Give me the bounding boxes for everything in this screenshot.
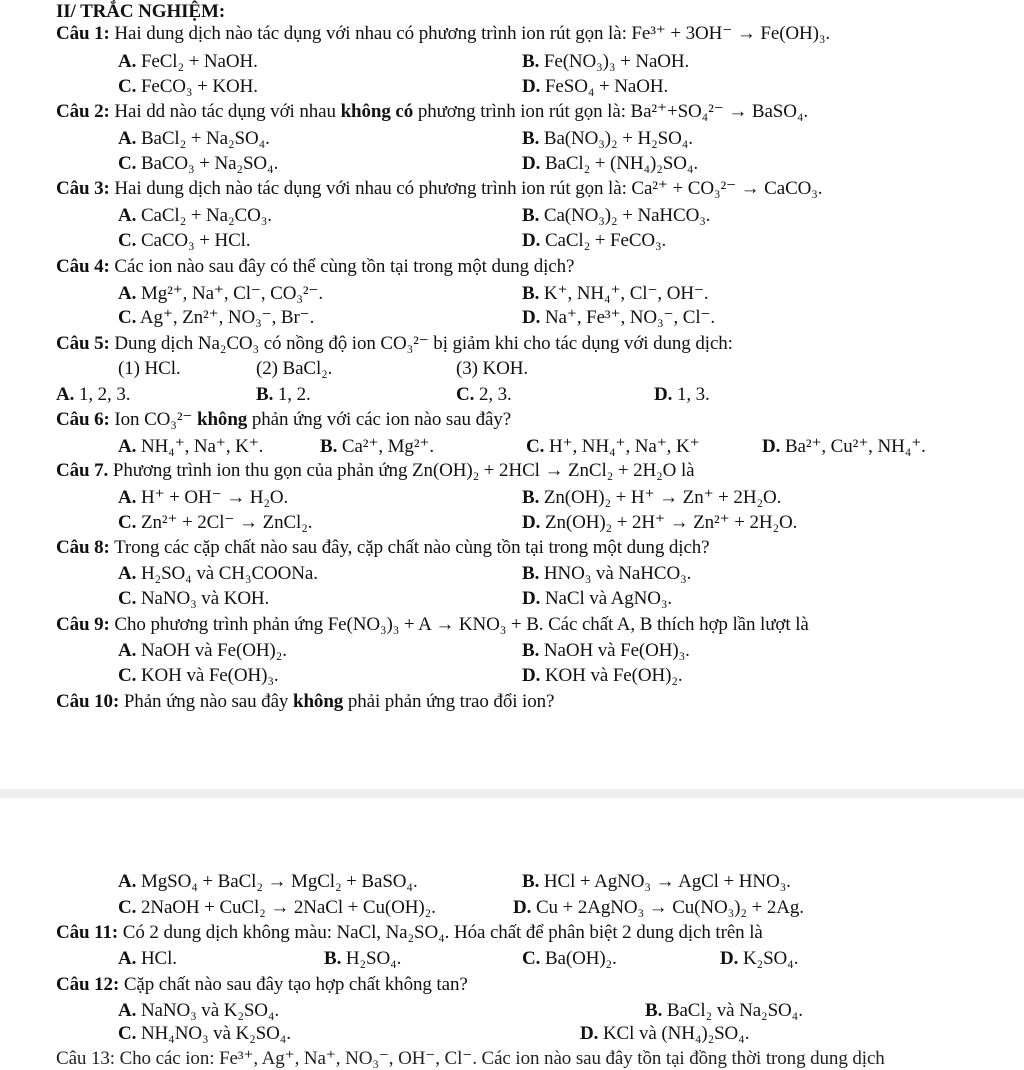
option-c: C. 2NaOH + CuCl₂ → 2NaCl + Cu(OH)₂. bbox=[118, 897, 436, 918]
cutoff-line bbox=[0, 1046, 1024, 1069]
question-number: Câu 10: bbox=[56, 691, 120, 712]
option-d: D. BaCl₂ + (NH₄)₂SO₄. bbox=[522, 153, 699, 174]
option-d: D. NaCl và AgNO₃. bbox=[522, 588, 673, 609]
option-a: A. NH₄⁺, Na⁺, K⁺. bbox=[118, 436, 264, 457]
option-a: A. CaCl₂ + Na₂CO₃. bbox=[118, 205, 272, 226]
question-9: Câu 9: Cho phương trình phản ứng Fe(NO₃)₃ + A → KNO₃ + B. Các chất A, B thích hợp lần lượt là bbox=[56, 614, 809, 635]
option-c: C. Ag⁺, Zn²⁺, NO₃⁻, Br⁻. bbox=[118, 307, 315, 328]
question-3: Câu 3: Hai dung dịch nào tác dụng với nhau có phương trình ion rút gọn là: Ca²⁺ + CO₃²⁻ → CaCO₃. bbox=[56, 178, 823, 199]
option-b: B. Ba(NO₃)₂ + H₂SO₄. bbox=[522, 128, 693, 149]
question-12: Câu 12: Cặp chất nào sau đây tạo hợp chất không tan? bbox=[56, 974, 468, 995]
option-a: A. FeCl₂ + NaOH. bbox=[118, 51, 258, 72]
option-a: A. MgSO₄ + BaCl₂ → MgCl₂ + BaSO₄. bbox=[118, 871, 418, 892]
solution-1: (1) HCl. bbox=[118, 358, 181, 379]
option-d: D. Ba²⁺, Cu²⁺, NH₄⁺. bbox=[762, 436, 926, 457]
option-c: C. NH₄NO₃ và K₂SO₄. bbox=[118, 1023, 291, 1044]
question-number: Câu 4: bbox=[56, 256, 110, 277]
option-a: A. NaOH và Fe(OH)₂. bbox=[118, 640, 287, 661]
option-d: D. KCl và (NH₄)₂SO₄. bbox=[580, 1023, 750, 1044]
question-10: Câu 10: Phản ứng nào sau đây không phải phản ứng trao đổi ion? bbox=[56, 691, 555, 712]
question-number: Câu 2: bbox=[56, 101, 110, 122]
option-d: D. Zn(OH)₂ + 2H⁺ → Zn²⁺ + 2H₂O. bbox=[522, 512, 798, 533]
option-b: B. HCl + AgNO₃ → AgCl + HNO₃. bbox=[522, 871, 791, 892]
question-number: Câu 11: bbox=[56, 922, 119, 943]
option-c: C. BaCO₃ + Na₂SO₄. bbox=[118, 153, 279, 174]
option-c: C. CaCO₃ + HCl. bbox=[118, 230, 251, 251]
solution-3: (3) KOH. bbox=[456, 358, 529, 379]
option-c: C. Zn²⁺ + 2Cl⁻ → ZnCl₂. bbox=[118, 512, 313, 533]
question-7: Câu 7. Phương trình ion thu gọn của phản ứng Zn(OH)₂ + 2HCl → ZnCl₂ + 2H₂O là bbox=[56, 460, 695, 481]
question-2: Câu 2: Hai dd nào tác dụng với nhau không có phương trình ion rút gọn là: Ba²⁺+SO₄²⁻ → BaSO₄. bbox=[56, 101, 809, 122]
option-a: A. BaCl₂ + Na₂SO₄. bbox=[118, 128, 270, 149]
option-a: A. Mg²⁺, Na⁺, Cl⁻, CO₃²⁻. bbox=[118, 283, 324, 304]
option-b: B. 1, 2. bbox=[256, 384, 311, 405]
question-number: Câu 12: bbox=[56, 974, 120, 995]
option-b: B. K⁺, NH₄⁺, Cl⁻, OH⁻. bbox=[522, 283, 709, 304]
option-d: D. CaCl₂ + FeCO₃. bbox=[522, 230, 667, 251]
option-d: D. Na⁺, Fe³⁺, NO₃⁻, Cl⁻. bbox=[522, 307, 716, 328]
option-a: A. H⁺ + OH⁻ → H₂O. bbox=[118, 487, 289, 508]
option-a: A. 1, 2, 3. bbox=[56, 384, 131, 405]
option-b: B. HNO₃ và NaHCO₃. bbox=[522, 563, 692, 584]
option-b: B. BaCl₂ và Na₂SO₄. bbox=[645, 1000, 803, 1021]
option-d: D. Cu + 2AgNO₃ → Cu(NO₃)₂ + 2Ag. bbox=[513, 897, 804, 918]
question-number: Câu 9: bbox=[56, 614, 110, 635]
option-c: C. KOH và Fe(OH)₃. bbox=[118, 665, 279, 686]
section-heading: II/ TRẮC NGHIỆM: bbox=[56, 1, 226, 22]
solution-2: (2) BaCl₂. bbox=[256, 358, 333, 379]
question-6: Câu 6: Ion CO₃²⁻ không phản ứng với các ion nào sau đây? bbox=[56, 409, 512, 430]
question-11: Câu 11: Có 2 dung dịch không màu: NaCl, Na₂SO₄. Hóa chất để phân biệt 2 dung dịch trên là bbox=[56, 922, 763, 943]
option-c: C. NaNO₃ và KOH. bbox=[118, 588, 270, 609]
question-8: Câu 8: Trong các cặp chất nào sau đây, cặp chất nào cùng tồn tại trong một dung dịch? bbox=[56, 537, 710, 558]
option-b: B. Ca²⁺, Mg²⁺. bbox=[320, 436, 434, 457]
option-c: C. H⁺, NH₄⁺, Na⁺, K⁺ bbox=[526, 436, 700, 457]
option-d: D. KOH và Fe(OH)₂. bbox=[522, 665, 683, 686]
option-a: A. NaNO₃ và K₂SO₄. bbox=[118, 1000, 280, 1021]
question-number: Câu 7. bbox=[56, 460, 109, 481]
option-b: B. Zn(OH)₂ + H⁺ → Zn⁺ + 2H₂O. bbox=[522, 487, 782, 508]
question-4: Câu 4: Các ion nào sau đây có thể cùng tồn tại trong một dung dịch? bbox=[56, 256, 575, 277]
option-d: D. K₂SO₄. bbox=[720, 948, 799, 969]
option-c: C. FeCO₃ + KOH. bbox=[118, 76, 258, 97]
question-1 bbox=[56, 23, 830, 45]
option-c: C. 2, 3. bbox=[456, 384, 512, 405]
page-separator bbox=[0, 789, 1024, 798]
question-5: Câu 5: Dung dịch Na₂CO₃ có nồng độ ion CO₃²⁻ bị giảm khi cho tác dụng với dung dịch: bbox=[56, 333, 733, 354]
question-number: Câu 8: bbox=[56, 537, 110, 558]
question-number: Câu 5: bbox=[56, 333, 110, 354]
option-b: B. H₂SO₄. bbox=[324, 948, 402, 969]
option-b: B. Ca(NO₃)₂ + NaHCO₃. bbox=[522, 205, 711, 226]
question-text: Hai dung dịch nào tác dụng với nhau có phương trình ion rút gọn là: Fe³⁺ + 3OH⁻ → Fe(OH)₃. bbox=[114, 23, 831, 44]
option-d: D. 1, 3. bbox=[654, 384, 710, 405]
question-number: Câu 6: bbox=[56, 409, 110, 430]
question-13-partial: Câu 13: Cho các ion: Fe³⁺, Ag⁺, Na⁺, NO₃⁻, OH⁻, Cl⁻. Các ion nào sau đây tồn tại đồng thời trong dung dịch bbox=[56, 1048, 885, 1069]
option-b: B. NaOH và Fe(OH)₃. bbox=[522, 640, 690, 661]
question-number: Câu 1: bbox=[56, 23, 110, 44]
question-number: Câu 3: bbox=[56, 178, 110, 199]
option-b: B. Fe(NO₃)₃ + NaOH. bbox=[522, 51, 690, 72]
option-a: A. H₂SO₄ và CH₃COONa. bbox=[118, 563, 318, 584]
option-d: D. FeSO₄ + NaOH. bbox=[522, 76, 669, 97]
option-a: A. HCl. bbox=[118, 948, 177, 969]
option-c: C. Ba(OH)₂. bbox=[522, 948, 617, 969]
